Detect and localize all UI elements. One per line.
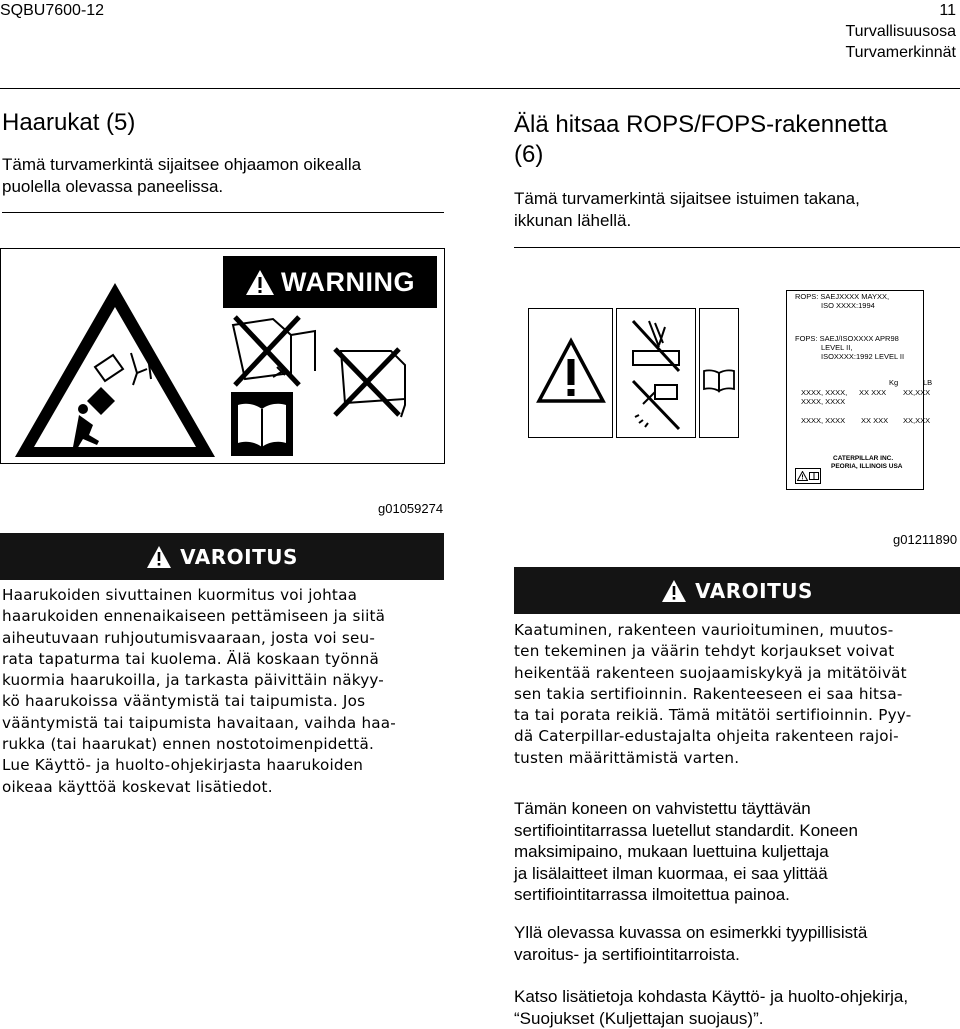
section-title: Turvallisuusosa xyxy=(845,23,956,40)
decal-book-panel xyxy=(699,308,739,438)
right-warning-header xyxy=(514,567,960,614)
no-weld-icon xyxy=(629,317,683,375)
doc-code: SQBU7600-12 xyxy=(0,2,105,19)
left-heading-rule xyxy=(2,212,444,213)
decal-warning-panel xyxy=(528,308,613,438)
header-rule xyxy=(0,88,960,89)
reference-paragraph: Katso lisätietoja kohdasta Käyttö- ja huolto-ohjekirja, “Suojukset (Kuljettajan suojaus)”. xyxy=(514,987,909,1028)
cert-row1-a: XXXX, XXXX, xyxy=(801,388,848,397)
cert-col-lb: LB xyxy=(923,378,933,387)
example-paragraph: Yllä olevassa kuvassa on esimerkki tyypillisistä varoitus- ja sertifiointitarroista. xyxy=(514,923,868,964)
cert-row2-kg: XX XXX xyxy=(861,416,889,425)
book-icon xyxy=(702,369,736,393)
cert-col-kg: Kg xyxy=(889,378,899,387)
book-icon xyxy=(230,391,294,457)
warning-triangle-icon xyxy=(245,269,275,296)
warning-triangle-icon xyxy=(535,337,607,405)
left-intro: Tämä turvamerkintä sijaitsee ohjaamon oikealla puolella olevassa paneelissa. xyxy=(2,155,362,196)
rops-fops-decal xyxy=(518,254,958,522)
cert-decal-border xyxy=(786,290,924,490)
subsection-title: Turvamerkinnät xyxy=(845,44,956,61)
decal-no-weld-panel xyxy=(616,308,696,438)
cert-row2-lb: XX,XXX xyxy=(903,416,931,425)
cert-row1-lb: XX,XXX xyxy=(903,388,931,397)
left-warning-title: VAROITUS xyxy=(180,544,298,569)
warning-triangle-icon xyxy=(661,579,687,603)
right-warning-title: VAROITUS xyxy=(695,578,813,603)
cert-rops: ROPS: SAEJXXXX MAYXX, ISO XXXX:1994 xyxy=(795,292,890,310)
left-image-caption: g01059274 xyxy=(378,501,444,516)
certification-paragraph: Tämän koneen on vahvistettu täyttävän sertifiointitarrassa luetellut standardit. Koneen maksimipaino, mukaan luettuina kuljettaja ja lisälaitteet ilman kuormaa, ei saa ylittää sertifiointitarrassa ilmoitettua painoa. xyxy=(514,799,858,904)
cert-row2-a: XXXX, XXXX xyxy=(801,416,846,425)
cert-maker: CATERPILLAR INC. PEORIA, ILLINOIS USA xyxy=(831,455,903,470)
warning-triangle-icon xyxy=(146,545,172,569)
no-drill-icon xyxy=(629,377,683,433)
forks-warning-decal xyxy=(0,248,445,464)
cert-fops: FOPS: SAEJ/ISOXXXX APR98 LEVEL II, ISOXXXX:1992 LEVEL II xyxy=(795,334,905,361)
right-intro: Tämä turvamerkintä sijaitsee istuimen takana, ikkunan lähellä. xyxy=(514,189,860,230)
right-image-caption: g01211890 xyxy=(893,532,958,547)
forklift-hazard-icon xyxy=(9,277,221,463)
left-warning-header xyxy=(0,533,444,580)
decal-warning-bar xyxy=(223,256,437,308)
right-warning-text: Kaatuminen, rakenteen vaurioituminen, muutos- ten tekeminen ja väärin tehdyt korjaukset voivat heikentää rakenteen suojaamiskykyä ja mitätöivät sen takia sertifioinnin. Rakenteeseen ei saa hitsa- ta tai porata reikiä. Tämä mitätöi sertifioinnin. Pyy- dä Caterpillar-edustajalta ohjeita rakenteen rajoi- tusten määrittämistä varten. xyxy=(514,621,912,767)
right-section-title: Älä hitsaa ROPS/FOPS-rakennetta (6) xyxy=(514,111,888,168)
decal-warning-title: WARNING xyxy=(281,266,415,297)
right-heading-rule xyxy=(514,247,960,248)
left-warning-text: Haarukoiden sivuttainen kuormitus voi johtaa haarukoiden ennenaikaiseen pettämiseen ja siitä aiheutuvaan ruhjoutumisvaaraan, josta voi seu- rata tapaturma tai kuolema. Älä koskaan työnnä kuormia haarukoilla, ja tarkasta päivittäin näkyy- kö haarukoissa vääntymistä tai taipumista. Jos vääntymistä tai taipumista havaitaan, vaihda haa- rukka (tai haarukat) ennen nostotoimenpidettä. Lue Käyttö- ja huolto-ohjekirjasta haarukoiden oikeaa käyttöä koskevat lisätiedot. xyxy=(2,586,396,796)
cert-row1-kg: XX XXX xyxy=(859,388,887,397)
page-number: 11 xyxy=(939,2,956,19)
cert-row1-b: XXXX, XXXX xyxy=(801,397,846,406)
left-section-title: Haarukat (5) xyxy=(2,109,136,136)
